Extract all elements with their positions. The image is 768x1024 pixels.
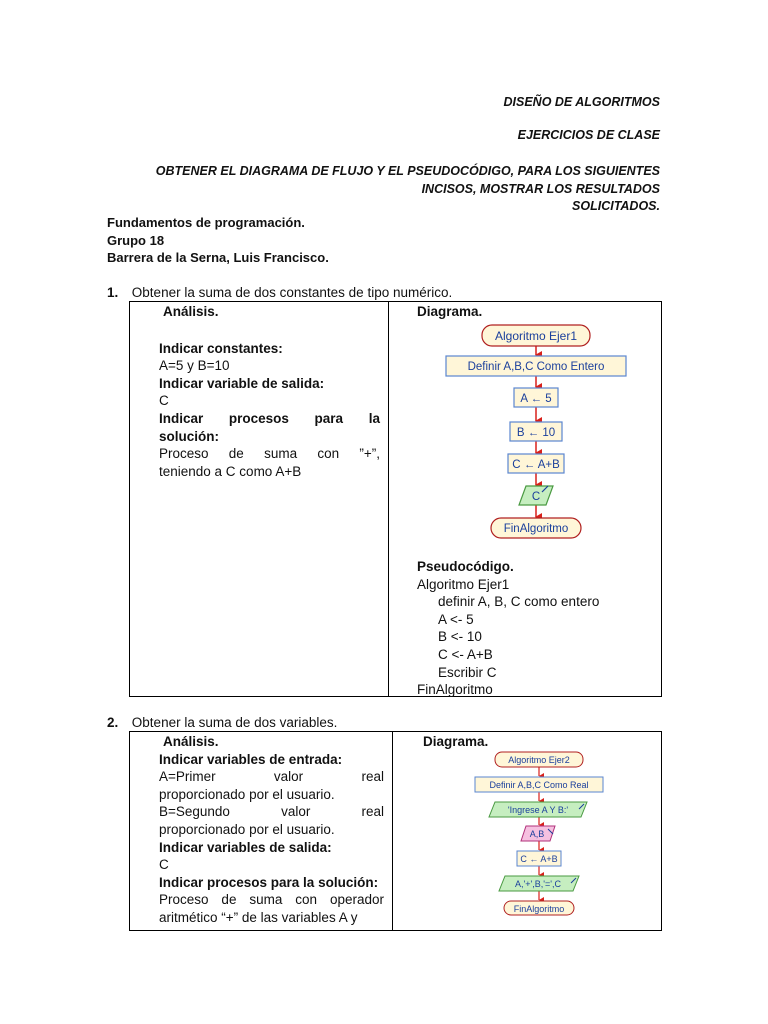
flow-start-label: Algoritmo Ejer2 xyxy=(508,755,570,765)
exercise-2-diagram-heading: Diagrama. xyxy=(423,734,489,749)
flow-assign-c-label: C ← A+B xyxy=(512,459,560,471)
flow-start-node xyxy=(495,752,583,767)
flow-define-label: Definir A,B,C Como Entero xyxy=(467,361,605,373)
exercise-2-process-line1: Proceso de suma con operador xyxy=(159,892,384,908)
flow-end-node xyxy=(491,518,581,538)
pseudocode-line: FinAlgoritmo xyxy=(417,682,493,698)
exercise-1-analysis-cell xyxy=(130,302,389,697)
pseudocode-line: C <- A+B xyxy=(438,646,493,662)
flow-end-node xyxy=(504,901,574,915)
flow-output-label: C xyxy=(531,491,541,503)
exercise-2-b-line xyxy=(159,803,384,821)
exercise-1-heading xyxy=(107,285,452,301)
flow-assign-c-node xyxy=(508,454,564,473)
exercise-1-statement: Obtener la suma de dos constantes de tipo numérico. xyxy=(131,285,453,300)
word: real xyxy=(361,804,384,820)
course-name: Fundamentos de programación. xyxy=(107,215,305,230)
instructions-line-3: SOLICITADOS. xyxy=(572,199,660,213)
student-name: Barrera de la Serna, Luis Francisco. xyxy=(107,250,329,265)
flow-read-label: A,B xyxy=(529,829,545,839)
flow-prompt-node xyxy=(489,802,587,817)
exercise-1-process-text xyxy=(159,445,380,463)
flow-start-node xyxy=(482,325,590,346)
flow-output-node xyxy=(519,486,553,505)
exercise-2-table xyxy=(129,731,662,931)
exercise-1-output-value: C xyxy=(159,393,169,409)
word: valor xyxy=(281,804,311,820)
exercise-2-a-line xyxy=(159,768,384,786)
word: procesos xyxy=(228,410,289,426)
flow-define-node xyxy=(475,777,603,792)
exercise-1-process-text-line2: teniendo a C como A+B xyxy=(159,463,302,479)
word: real xyxy=(361,769,384,785)
exercise-1-pseudocode xyxy=(417,558,599,699)
document-title: DISEÑO DE ALGORITMOS xyxy=(503,95,660,109)
exercise-2-analysis-heading: Análisis. xyxy=(163,734,219,749)
exercise-2-b-line2: proporcionado por el usuario. xyxy=(159,821,335,837)
exercise-1-process-label xyxy=(159,410,380,428)
exercise-1-constants-label: Indicar constantes: xyxy=(159,340,283,356)
flow-prompt-label: 'Ingrese A Y B:' xyxy=(507,805,569,815)
exercise-2-number: 2. xyxy=(107,715,119,730)
exercise-2-heading xyxy=(107,715,337,731)
instructions-line-1: OBTENER EL DIAGRAMA DE FLUJO Y EL PSEUDOCÓDIGO, PARA LOS SIGUIENTES xyxy=(155,164,660,178)
word: Proceso xyxy=(159,446,209,462)
flow-assign-a-label: A ← 5 xyxy=(520,393,552,405)
exercise-2-a-line2: proporcionado por el usuario. xyxy=(159,786,335,802)
exercise-1-output-label: Indicar variable de salida: xyxy=(159,375,325,391)
exercise-2-statement: Obtener la suma de dos variables. xyxy=(131,715,338,730)
exercise-2-input-label: Indicar variables de entrada: xyxy=(159,751,343,767)
pseudocode-line: A <- 5 xyxy=(438,611,474,627)
instructions-line-2: INCISOS, MOSTRAR LOS RESULTADOS xyxy=(421,182,660,196)
flow-assign-b-label: B ← 10 xyxy=(516,427,556,439)
word: B=Segundo xyxy=(159,804,230,820)
exercise-2-output-label: Indicar variables de salida: xyxy=(159,839,332,855)
word: de xyxy=(228,446,244,462)
flow-output-node xyxy=(499,876,579,891)
flow-output-label: A,'+',B,'=',C xyxy=(515,879,561,889)
pseudocode-line: Escribir C xyxy=(438,664,497,680)
exercise-2-process-line2: aritmético “+” de las variables A y xyxy=(159,909,358,925)
exercise-1-number: 1. xyxy=(107,285,119,300)
word: valor xyxy=(273,769,304,785)
exercise-1-diagram-heading: Diagrama. xyxy=(417,304,483,319)
word: la xyxy=(368,410,380,426)
exercise-2-process-label: Indicar procesos para la solución: xyxy=(159,874,379,890)
pseudocode-line: Algoritmo Ejer1 xyxy=(417,576,510,592)
group-label: Grupo 18 xyxy=(107,233,165,248)
pseudocode-line: B <- 10 xyxy=(438,629,482,645)
flow-assign-a-node xyxy=(514,388,558,407)
exercise-2-flowchart xyxy=(393,732,661,930)
exercise-2-diagram-cell xyxy=(393,732,662,931)
exercise-1-table xyxy=(129,301,662,697)
exercise-1-analysis-heading: Análisis. xyxy=(163,304,219,319)
word: suma xyxy=(264,446,298,462)
exercise-1-constants-value: A=5 y B=10 xyxy=(159,358,230,374)
flow-define-node xyxy=(446,356,626,376)
flow-end-label: FinAlgoritmo xyxy=(513,904,565,914)
flow-read-node xyxy=(521,826,555,841)
exercise-2-output-value: C xyxy=(159,857,169,873)
word: A=Primer xyxy=(159,769,216,785)
document-subtitle: EJERCICIOS DE CLASE xyxy=(517,128,660,142)
flow-define-label: Definir A,B,C Como Real xyxy=(489,780,589,790)
word: Indicar xyxy=(159,410,204,426)
flow-assign-c-node xyxy=(517,851,561,866)
word: con xyxy=(317,446,340,462)
exercise-2-analysis-cell xyxy=(130,732,393,931)
exercise-1-process-label-line2: solución: xyxy=(159,428,219,444)
pseudocode-heading: Pseudocódigo. xyxy=(417,559,514,574)
word: ”+”, xyxy=(359,446,380,462)
flow-assign-b-node xyxy=(510,422,562,441)
exercise-1-flowchart xyxy=(389,302,663,552)
flow-end-label: FinAlgoritmo xyxy=(503,523,569,535)
exercise-1-diagram-cell xyxy=(389,302,662,697)
word: para xyxy=(314,410,344,426)
flow-assign-c-label: C ← A+B xyxy=(520,854,558,864)
pseudocode-line: definir A, B, C como entero xyxy=(438,594,600,610)
flow-start-label: Algoritmo Ejer1 xyxy=(494,329,578,343)
